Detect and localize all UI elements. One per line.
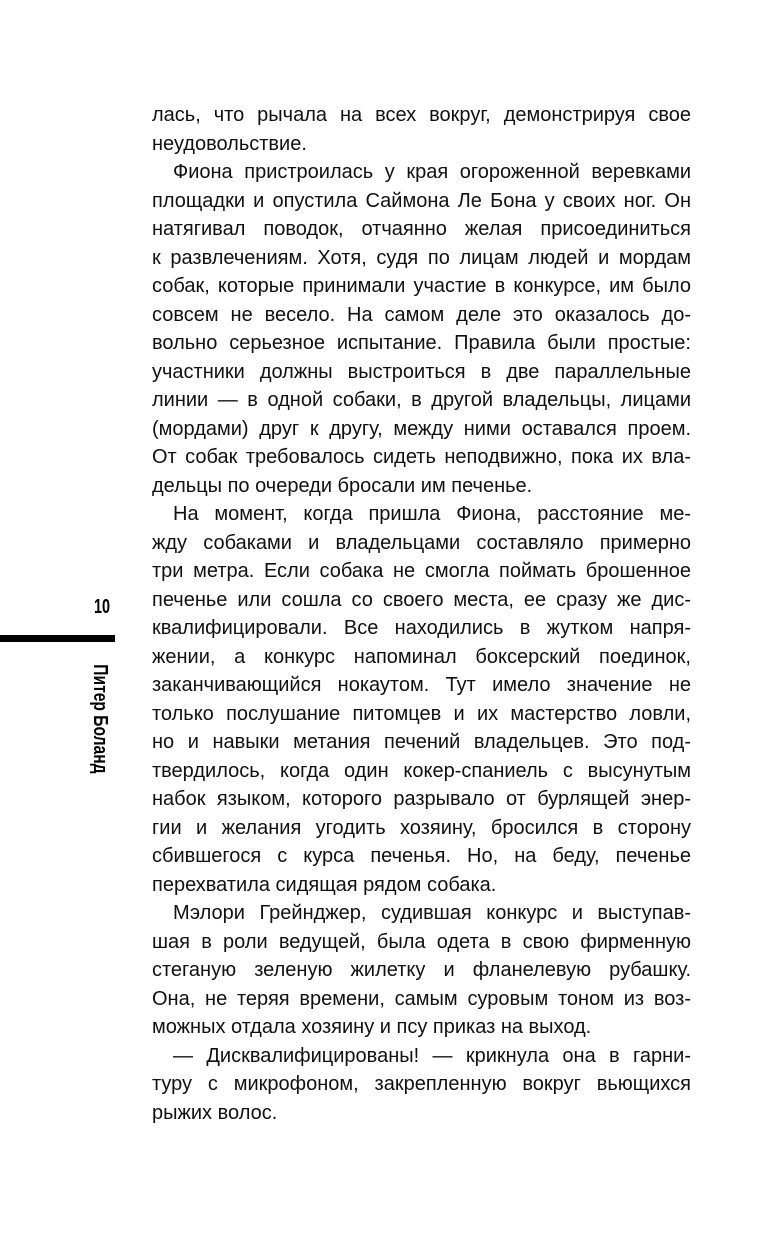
text-line: дельцы по очереди бросали им печенье.	[152, 474, 533, 497]
text-line: шая в роли ведущей, была одета в свою фирменную	[152, 930, 691, 953]
text-line: сбившегося с курса печенья. Но, на беду, печенье	[152, 845, 691, 867]
text-line: (мордами) друг к другу, между ними оставался проем.	[152, 417, 691, 440]
text-line: вольно серьезное испытание. Правила были простые:	[152, 332, 691, 354]
text-line: три метра. Если собака не смогла поймать брошенное	[152, 560, 691, 582]
text-line: гии и желания угодить хозяину, бросился в сторону	[152, 816, 691, 839]
body-text-block	[152, 101, 691, 1127]
text-line: совсем не весело. На самом деле это оказалось до-	[152, 303, 691, 326]
text-line: линии — в одной собаки, в другой владельцы, лицами	[152, 389, 691, 411]
text-line: стеганую зеленую жилетку и фланелевую рубашку.	[152, 959, 691, 981]
text-line: туру с микрофоном, закрепленную вокруг вьющихся	[152, 1073, 691, 1095]
author-spine-label: Питер Боланд	[89, 664, 111, 774]
text-line: твердилось, когда один кокер-спаниель с высунутым	[152, 759, 691, 782]
text-line: печенье или сошла со своего места, ее сразу же дис-	[152, 588, 691, 611]
text-line: лась, что рычала на всех вокруг, демонстрируя свое	[152, 104, 691, 126]
text-line: Мэлори Грейнджер, судившая конкурс и выступав-	[173, 902, 691, 924]
text-line: От собак требовалось сидеть неподвижно, пока их вла-	[152, 446, 691, 468]
text-line: заканчивающийся нокаутом. Тут имело значение не	[152, 674, 691, 696]
text-line: жении, а конкурс напоминал боксерский поединок,	[152, 645, 691, 668]
text-line: собак, которые принимали участие в конкурсе, им было	[152, 275, 691, 297]
text-line: неудовольствие.	[152, 132, 307, 155]
text-line: площадки и опустила Саймона Ле Бона у своих ног. Он	[152, 189, 691, 212]
text-line: натягивал поводок, отчаянно желая присоединиться	[152, 218, 691, 240]
text-line: перехватила сидящая рядом собака.	[152, 873, 497, 896]
text-line: участники должны выстроиться в две параллельные	[152, 360, 691, 383]
text-line: — Дисквалифицированы! — крикнула она в гарни-	[173, 1044, 691, 1067]
text-line: Она, не теряя времени, самым суровым тоном из воз-	[152, 987, 691, 1010]
text-line: набок языком, которого разрывало от бурлящей энер-	[152, 788, 691, 810]
page-number: 10	[93, 596, 110, 618]
text-line: но и навыки метания печений владельцев. Это под-	[152, 731, 691, 753]
text-line: только послушание питомцев и их мастерство ловли,	[152, 702, 691, 725]
margin-rule	[0, 635, 115, 642]
text-line: квалифицировали. Все находились в жутком напря-	[152, 617, 691, 639]
text-line: На момент, когда пришла Фиона, расстояние ме-	[173, 503, 691, 525]
text-line: Фиона пристроилась у края огороженной веревками	[173, 161, 691, 183]
text-line: можных отдала хозяину и псу приказ на выход.	[152, 1016, 592, 1038]
text-line: к развлечениям. Хотя, судя по лицам людей и мордам	[152, 246, 691, 269]
text-line: рыжих волос.	[152, 1101, 278, 1124]
text-line: жду собаками и владельцами составляло примерно	[152, 531, 691, 554]
